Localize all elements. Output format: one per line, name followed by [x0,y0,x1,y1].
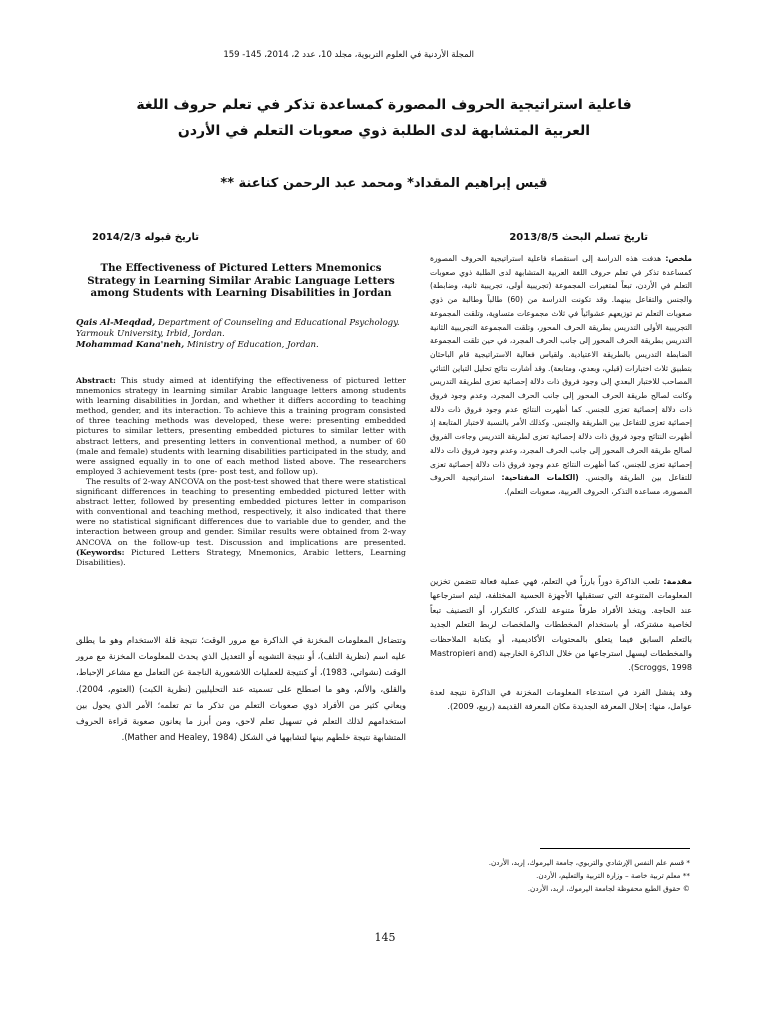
arabic-title-line-2: العربية المتشابهة لدى الطلبة ذوي صعوبات التعلم في الأردن [177,123,591,139]
english-abstract-label: Abstract: [76,376,116,385]
arabic-abstract [430,252,692,499]
arabic-keywords: استراتيجية الحروف المصورة، مساعدة التذكر، الحروف العربية، صعوبات التعلم). [430,473,692,496]
english-abstract-text-2: The results of 2-way ANCOVA on the post-test showed that there were statistical significant differences in teaching to presenting embedded pictured letter with abstract letter, followed by presenting embedded pictures letter in comparison with conventional and teaching method, respectively, it also indicated that there were no statistical significant differences due to variable due to gender, and the interaction between group and gender. Similar results were obtained from 2-way ANCOVA on the follow-up test. Discussion and implications are presented. [76,476,406,547]
intro-paragraph-2: وقد يفشل الفرد في استدعاء المعلومات المخزنة في الذاكرة نتيجة لعدة عوامل، منها: إحلال المعرفة الجديدة مكان المعرفة القديمة (ربيع، 2009). [430,686,692,712]
arabic-body-left-column: وتتضاءل المعلومات المخزنة في الذاكرة مع مرور الوقت؛ نتيجة قلة الاستخدام وهو ما يطلق عليه اسم (نظرية التلف)، أو نتيجة التشويه أو التعديل الذي يحدث للمعلومات المخزنة مع مرور الوقت (نشواتي، 1983)، أو كنتيجة للعمليات اللاشعورية الناجمة عن التعامل مع مشاعر الإحباط، والقلق، والألم، وهو ما اصطلح على تسميته عند التحليليين (نظرية الكبت) (العتوم، 2004). ويعاني كثير من الأفراد ذوي صعوبات التعلم من تذكر ما تم تعلمه؛ الأمر الذي يحول بين استخدامهم لذلك التعلم في تسهيل تعلم لاحق، ومن أبرز ما يعانون صعوبة قراءة الحروف المتشابهة نتيجة خلطهم بينها لتشابهها في الشكل (Mather and Healey, 1984). [76,635,406,743]
received-date: تاريخ تسلم البحث 2013/8/5 [509,232,648,243]
arabic-authors: قيس إبراهيم المقداد* ومحمد عبد الرحمن كناعنة ** [220,176,548,191]
english-keywords-label: (Keywords: [76,547,125,557]
page-number: 145 [374,931,396,944]
footnote-1: * قسم علم النفس الإرشادي والتربوي، جامعة اليرموك، إربد، الأردن. [488,858,690,867]
english-abstract-paragraph-2 [76,477,406,568]
english-author-2 [76,340,406,351]
author-2-affiliation: Ministry of Education, Jordan. [187,340,319,350]
english-abstract [76,376,406,568]
arabic-abstract-text: هدفت هذه الدراسة إلى استقصاء فاعلية استراتيجية الحروف المصورة كمساعدة تذكر في تعلم حروف اللغة العربية المتشابهة لدى الطلبة ذوي صعوبات التعلم في الأردن، تبعاً لمتغيرات المجموعة (تجريبية أولى، تجريبية ثانية، وضابطة) والجنس والتفاعل بينهما. وقد تكونت الدراسة من (60) طالباً وطالبة من ذوي صعوبات التعلم تم توزيعهم عشوائياً في ثلاث مجموعات متساوية، وتلقت المجموعة التجريبية الأولى التدريس بطريقة الحرف المحور، وتلقت المجموعة التجريبية الثانية التدريس بطريقة الحرف المحور إلى جانب الحرف المجرد، في حين تلقت المجموعة الضابطة التدريس بالطريقة الاعتيادية. ولقياس فعالية الاستراتيجية قام الباحثان بتطبيق ثلاث اختبارات (قبلي، وبعدي، ومتابعة). وقد أشارت نتائج تحليل التباين الثنائي المصاحب للاختبار البعدي إلى وجود فروق ذات دلالة إحصائية تعزى لطريقة التدريس وكانت لصالح طريقة الحرف المحور إلى جانب الحرف المجرد، وعدم وجود فروق ذات دلالة إحصائية تعزى للجنس. كما أظهرت النتائج عدم وجود فروق ذات دلالة إحصائية تعزى للتفاعل بين الطريقة والجنس. وكذلك الأمر بالنسبة لاختبار المتابعة إذ أظهرت النتائج وجود فروق ذات دلالة إحصائية تعزى لطريقة التدريس وجاءت الفروق لصالح طريقة الحرف المحور إلى جانب الحرف المجرد، وعدم وجود فروق ذات دلالة إحصائية تعزى للجنس، كما أظهرت النتائج عدم وجود فروق ذات دلالة إحصائية تعزى للتفاعل بين الطريقة والجنس. [430,254,693,483]
english-authors [76,318,406,351]
english-author-1 [76,318,406,340]
author-2-name: Mohammad Kana'neh, [76,340,185,350]
accepted-date: تاريخ قبوله 2014/2/3 [92,232,199,243]
author-1-name: Qais Al-Meqdad, [76,318,156,328]
arabic-title [120,92,648,144]
intro-paragraph-1 [430,574,692,675]
arabic-keywords-label: (الكلمات المفتاحية: [501,473,579,483]
footnote-separator [540,848,690,849]
english-keywords: Pictured Letters Strategy, Mnemonics, Arabic letters, Learning Disabilities). [76,547,406,567]
footnotes [400,856,690,895]
english-abstract-paragraph-1 [76,376,406,477]
footnote-3: © حقوق الطبع محفوظة لجامعة اليرموك، اربد، الأردن. [527,884,690,893]
english-abstract-text-1: This study aimed at identifying the effectiveness of pictured letter mnemonics strategy in learning similar Arabic language letters among students with learning disabilities in Jordan, and whether it differs according to teaching method, gender, and its interaction. To achieve this a training program consisted of three teaching methods was developed, these were: presenting embedded pictures to similar letters, presenting embedded pictures to similar letter with abstract letters, and presenting letters in conventional method, a number of 60 (male and female) students with learning disabilities participated in the study, and were assigned equally in to one of each method listed above. The researchers employed 3 achievement tests (pre- post test, and follow up). [76,376,406,476]
journal-reference: المجلة الأردنية في العلوم التربوية، مجلد 10، عدد 2، 2014، 145- 159 [223,50,474,60]
intro-text-1: تلعب الذاكرة دوراً بارزاً في التعلم، فهي عملية فعالة تتضمن تخزين المعلومات المتنوعة التي تستقبلها الأجهزة الحسية المختلفة، ليتم استرجاعها عند الحاجة. ويتخذ الأفراد طرقاً متنوعة للتذكر، كالتكرار، أو التصنيف تبعاً لخاصية مشتركة، أو باستخدام المخططات والملخصات لربط التعلم الجديد بالتعلم السابق فيما يتعلق بالمحتويات الأكاديمية، أو بكتابة الملاحظات والمخططات ليسهل استرجاعها من خلال الذاكرة الخارجية (Mastropieri and Scroggs, 1998). [430,576,692,673]
footnote-2: ** معلم تربية خاصة – وزارة التربية والتعليم، الأردن. [536,871,690,880]
arabic-introduction [430,574,692,724]
author-1-affiliation: Department of Counseling and Educational Psychology. Yarmouk University, Irbid, Jordan. [76,318,400,339]
intro-label: مقدمة: [663,576,692,586]
english-title: The Effectiveness of Pictured Letters Mnemonics Strategy in Learning Similar Arabic Language Letters among Students with Learning Disabilities in Jordan [87,262,395,300]
arabic-title-line-1: فاعلية استراتيجية الحروف المصورة كمساعدة تذكر في تعلم حروف اللغة [136,97,632,113]
arabic-abstract-label: ملخص: [665,254,692,263]
